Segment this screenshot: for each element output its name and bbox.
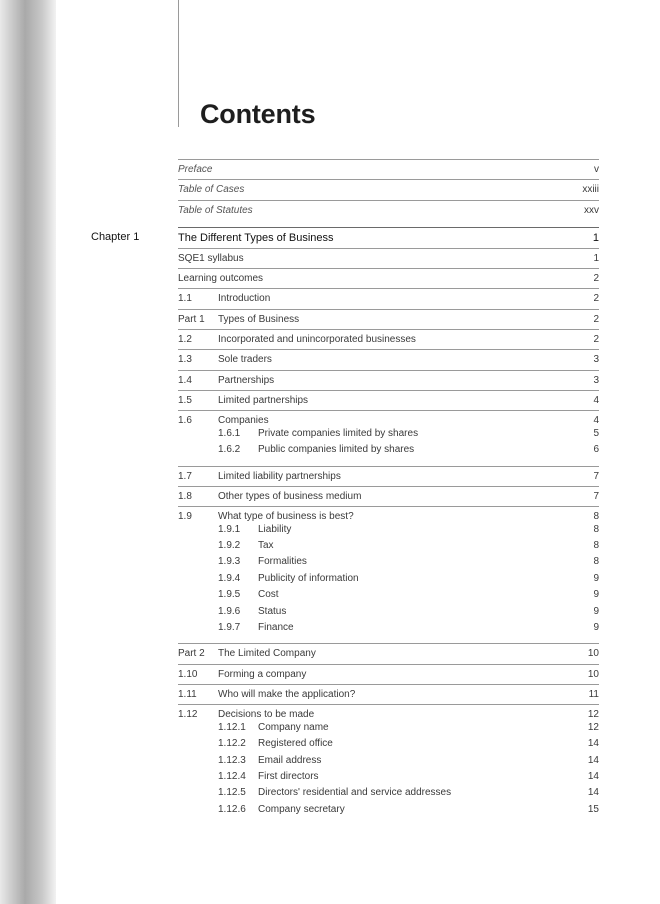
toc-row-learning-outcomes[interactable]	[178, 268, 599, 288]
subsection-label: Registered office	[258, 738, 333, 750]
subsection-label: Tax	[258, 540, 274, 552]
section-label: Companies	[218, 415, 269, 427]
toc-page-number: 8	[593, 556, 599, 568]
toc-entry-title: Table of Statutes	[178, 204, 253, 216]
toc-entry-title: Table of Cases	[178, 184, 245, 196]
toc-row-chapter-1[interactable]	[178, 227, 599, 248]
toc-subrow-1-12-6[interactable]	[178, 804, 599, 820]
toc-subrow-1-9-1[interactable]	[178, 524, 599, 540]
subsection-label: Status	[258, 605, 287, 617]
section-number: 1.3	[178, 354, 192, 366]
chapter-label: Chapter 1	[91, 231, 140, 243]
toc-page-number: 8	[593, 511, 599, 523]
toc-page-number: 8	[593, 523, 599, 535]
toc-row-1-7[interactable]	[178, 466, 599, 486]
toc-page-number: 3	[593, 374, 599, 386]
toc-page-number: 7	[593, 490, 599, 502]
subsection-number: 1.6.1	[218, 427, 241, 439]
section-number: 1.10	[178, 668, 198, 680]
toc-row-1-1[interactable]	[178, 288, 599, 308]
toc-subrow-1-12-1[interactable]	[178, 722, 599, 738]
section-label: Decisions to be made	[218, 709, 315, 721]
section-number: 1.2	[178, 334, 192, 346]
section-label: Other types of business medium	[218, 490, 362, 502]
subsection-label: First directors	[258, 770, 319, 782]
toc-row-part-1[interactable]	[178, 309, 599, 329]
subsection-number: 1.9.1	[218, 523, 241, 535]
toc-page-number: 2	[593, 293, 599, 305]
toc-row-part-2[interactable]	[178, 643, 599, 663]
toc-subrow-1-6-1[interactable]	[178, 428, 599, 444]
subsection-label: Directors' residential and service addresses	[258, 787, 452, 799]
toc-subrow-1-9-3[interactable]	[178, 556, 599, 572]
toc-block-1-6[interactable]	[178, 410, 599, 465]
subsection-number: 1.12.2	[218, 738, 246, 750]
toc-page-number: xxiii	[582, 184, 599, 196]
chapter-title: The Different Types of Business	[178, 231, 334, 244]
section-number: 1.11	[178, 688, 197, 700]
toc-block-1-9[interactable]	[178, 506, 599, 643]
page-title: Contents	[200, 99, 316, 129]
section-label: Introduction	[218, 293, 271, 305]
section-label: Incorporated and unincorporated businesses	[218, 334, 416, 346]
toc-page-number: 9	[593, 621, 599, 633]
subsection-number: 1.9.4	[218, 572, 241, 584]
toc-page-number: 9	[593, 589, 599, 601]
toc-page-number: 4	[593, 415, 599, 427]
toc-subrow-1-9-6[interactable]	[178, 606, 599, 622]
toc-page-number: 14	[587, 738, 599, 750]
toc-page-number: 14	[587, 787, 599, 799]
subsection-number: 1.12.1	[218, 721, 246, 733]
subsection-number: 1.6.2	[218, 444, 241, 456]
subsection-number: 1.12.5	[218, 787, 246, 799]
toc-page-number: 15	[587, 803, 599, 815]
section-label: Partnerships	[218, 374, 275, 386]
toc-row-1-10[interactable]	[178, 664, 599, 684]
title-rule	[178, 0, 179, 127]
section-label: Limited liability partnerships	[218, 470, 341, 482]
subsection-label: Formalities	[258, 556, 307, 568]
subsection-label: Liability	[258, 523, 292, 535]
subsection-label: Publicity of information	[258, 572, 359, 584]
section-number: 1.7	[178, 470, 192, 482]
toc-page-number: 14	[587, 754, 599, 766]
toc-subrow-1-9-2[interactable]	[178, 540, 599, 556]
toc-entry-title: Learning outcomes	[178, 273, 264, 285]
toc-subrow-1-9-4[interactable]	[178, 573, 599, 589]
book-spine-shadow	[0, 0, 56, 904]
toc-subrow-1-12-2[interactable]	[178, 738, 599, 754]
toc-page-number: 3	[593, 354, 599, 366]
toc-row-sqe1-syllabus[interactable]	[178, 248, 599, 268]
toc-row-1-4[interactable]	[178, 370, 599, 390]
subsection-number: 1.12.3	[218, 754, 246, 766]
toc-page-number: 2	[593, 334, 599, 346]
subsection-number: 1.9.2	[218, 540, 241, 552]
toc-row-1-3[interactable]	[178, 349, 599, 369]
toc-row-1-8[interactable]	[178, 486, 599, 506]
subsection-label: Finance	[258, 621, 294, 633]
section-number: 1.4	[178, 374, 192, 386]
toc-page-number: 5	[593, 427, 599, 439]
toc-page-number: 1	[593, 252, 599, 264]
toc-page-number: 9	[593, 605, 599, 617]
toc-page-number: 8	[593, 540, 599, 552]
toc-row-1-5[interactable]	[178, 390, 599, 410]
subsection-number: 1.12.6	[218, 803, 246, 815]
toc-page-number: 7	[593, 470, 599, 482]
subsection-number: 1.9.6	[218, 605, 241, 617]
subsection-label: Private companies limited by shares	[258, 427, 419, 439]
toc-page-number: 10	[587, 648, 599, 660]
toc-row-1-11[interactable]	[178, 684, 599, 704]
section-number: 1.1	[178, 293, 192, 305]
subsection-label: Cost	[258, 589, 279, 601]
toc-page-number: 9	[593, 572, 599, 584]
section-number: 1.6	[178, 415, 192, 427]
toc-page-number: 12	[587, 709, 599, 721]
section-label: Types of Business	[218, 313, 300, 325]
section-number: 1.12	[178, 709, 198, 721]
toc-page-number: 6	[593, 444, 599, 456]
toc-subrow-1-12-3[interactable]	[178, 755, 599, 771]
toc-subrow-1-9-5[interactable]	[178, 589, 599, 605]
toc-subrow-1-12-5[interactable]	[178, 787, 599, 803]
section-label: Who will make the application?	[218, 688, 356, 700]
toc-page-number: 14	[587, 770, 599, 782]
table-of-contents	[178, 159, 599, 820]
toc-page-number: 11	[588, 688, 599, 700]
section-label: Sole traders	[218, 354, 272, 366]
subsection-number: 1.9.7	[218, 621, 241, 633]
toc-page-number: 2	[593, 273, 599, 285]
section-number: Part 2	[178, 648, 205, 660]
toc-row-preface[interactable]	[178, 159, 599, 179]
section-label: The Limited Company	[218, 648, 316, 660]
section-number: 1.9	[178, 511, 192, 523]
section-label: Forming a company	[218, 668, 307, 680]
toc-page-number: 10	[587, 668, 599, 680]
toc-block-1-12[interactable]	[178, 704, 599, 820]
toc-row-table-of-statutes[interactable]	[178, 200, 599, 220]
toc-subrow-1-9-7[interactable]	[178, 622, 599, 638]
subsection-number: 1.9.5	[218, 589, 241, 601]
toc-page-number: 4	[593, 394, 599, 406]
subsection-label: Public companies limited by shares	[258, 444, 415, 456]
toc-page-number: xxv	[584, 204, 599, 216]
section-number: Part 1	[178, 313, 205, 325]
toc-entry-title: SQE1 syllabus	[178, 252, 244, 264]
toc-subrow-1-12-4[interactable]	[178, 771, 599, 787]
subsection-number: 1.9.3	[218, 556, 241, 568]
subsection-label: Company name	[258, 721, 329, 733]
section-label: Limited partnerships	[218, 394, 309, 406]
subsection-number: 1.12.4	[218, 770, 246, 782]
toc-page-number: 1	[592, 231, 599, 244]
toc-row-table-of-cases[interactable]	[178, 179, 599, 199]
subsection-label: Company secretary	[258, 803, 345, 815]
toc-entry-title: Preface	[178, 164, 213, 175]
section-label: What type of business is best?	[218, 511, 354, 523]
subsection-label: Email address	[258, 754, 322, 766]
toc-page-number: 12	[587, 721, 599, 733]
section-number: 1.5	[178, 394, 192, 406]
toc-subrow-1-6-2[interactable]	[178, 444, 599, 460]
toc-row-1-2[interactable]	[178, 329, 599, 349]
section-number: 1.8	[178, 490, 192, 502]
toc-page-number: v	[594, 164, 599, 175]
toc-page-number: 2	[593, 313, 599, 325]
